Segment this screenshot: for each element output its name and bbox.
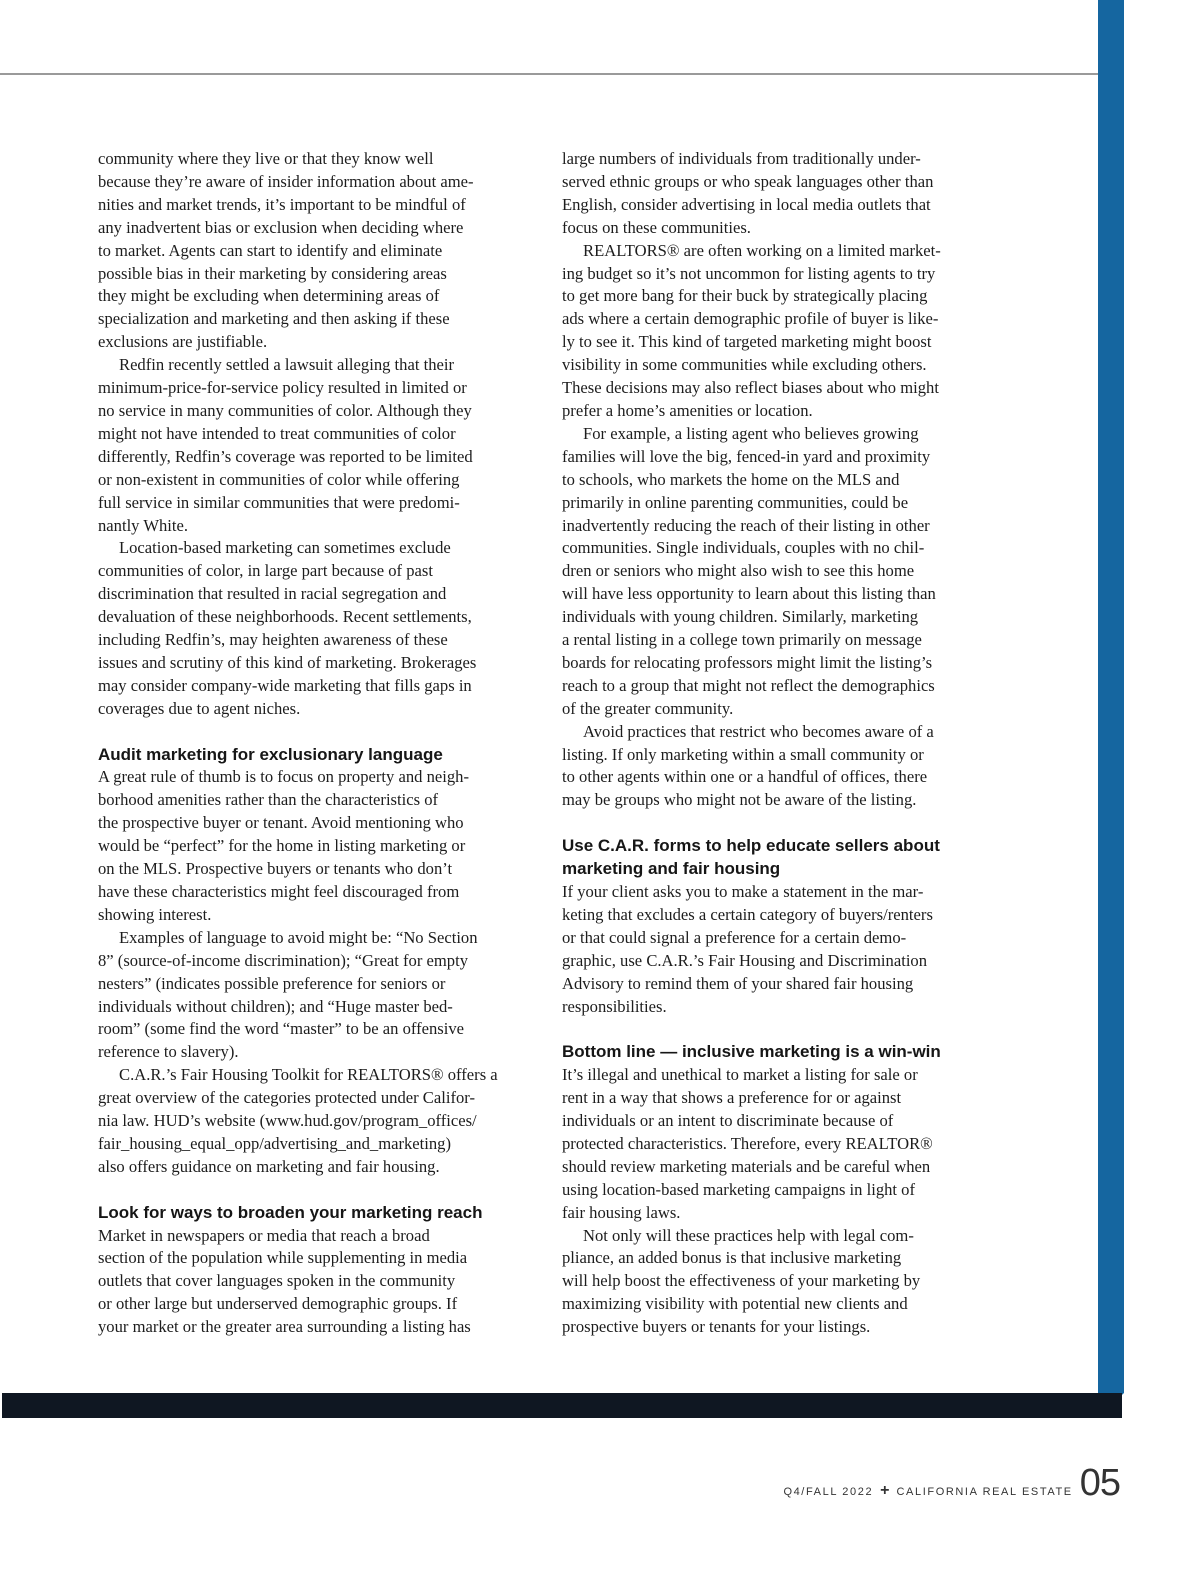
paragraph: community where they live or that they know well because they’re aware of insider information about ame- nities and market trends, it’s important to be mindful of any inadvertent bias or exclusion when deciding where to market. Agents can start to identify and eliminate possible bias in their marketing by considering areas they might be excluding when determining areas of specialization and marketing and then asking if these exclusions are justifiable. bbox=[98, 149, 474, 352]
paragraph: large numbers of individuals from traditionally under- served ethnic groups or who speak languages other than English, consider advertising in local media outlets that focus on these communities. bbox=[562, 149, 934, 237]
section-heading: Look for ways to broaden your marketing reach bbox=[98, 1202, 483, 1222]
paragraph: For example, a listing agent who believes growing families will love the big, fenced-in yard and proximity to schools, who markets the home on the MLS and primarily in online parenting communities, could be inadvertently reducing the reach of their listing in other communities. Single individuals, couples with no chil- dren or seniors who might also wish to see this home will have less opportunity to learn about this listing than individuals with young children. Similarly, marketing a rental listing in a college town primarily on message boards for relocating professors might limit the listing’s reach to a group that might not reflect the demographics of the greater community. bbox=[562, 423, 936, 718]
paragraph: Redfin recently settled a lawsuit alleging that their minimum-price-for-service policy resulted in limited or no service in many communities of color. Although they might not have intended to treat communities of color differently, Redfin’s coverage was reported to be limited or non-existent in communities of color while offering full service in similar communities that were predomi- nantly White. bbox=[98, 355, 473, 535]
paragraph: It’s illegal and unethical to market a listing for sale or rent in a way that shows a preference for or against individuals or an intent to discriminate because of protected characteristics. Therefore, every REALTOR® should review marketing materials and be careful when using location-based marketing campaigns in light of fair housing laws. bbox=[562, 1065, 933, 1222]
plus-separator: + bbox=[880, 1482, 890, 1499]
paragraph: Not only will these practices help with legal com- pliance, an added bonus is that inclusive marketing will help boost the effectiveness of your marketing by maximizing visibility with potential new clients and prospective buyers or tenants for your listings. bbox=[562, 1225, 921, 1337]
paragraph: Market in newspapers or media that reach a broad section of the population while supplementing in media outlets that cover languages spoken in the community or other large but underserved demographic groups. If your market or the greater area surrounding a listing has bbox=[98, 1225, 471, 1337]
section-heading: Audit marketing for exclusionary language bbox=[98, 744, 443, 764]
paragraph: Location-based marketing can sometimes exclude communities of color, in large part because of past discrimination that resulted in racial segregation and devaluation of these neighborhoods. Recent settlements, including Redfin’s, may heighten awareness of these issues and scrutiny of this kind of marketing. Brokerages may consider company-wide marketing that fills gaps in coverages due to agent niches. bbox=[98, 538, 477, 718]
top-rule bbox=[0, 73, 1100, 75]
section-heading: Use C.A.R. forms to help educate sellers about marketing and fair housing bbox=[562, 836, 940, 879]
side-accent-stripe bbox=[1098, 0, 1124, 1418]
paragraph: A great rule of thumb is to focus on property and neigh- borhood amenities rather than the characteristics of the prospective buyer or tenant. Avoid mentioning who would be “perfect” for the home in listing marketing or on the MLS. Prospective buyers or tenants who don’t have these characteristics might feel discouraged from showing interest. bbox=[98, 767, 469, 924]
right-column bbox=[562, 148, 988, 1339]
page-footer bbox=[783, 1462, 1120, 1505]
left-column bbox=[98, 148, 524, 1339]
paragraph: C.A.R.’s Fair Housing Toolkit for REALTORS® offers a great overview of the categories protected under Califor- nia law. HUD’s website (www.hud.gov/program_offices/ fair_housing_equal_opp/advertising_and_marketing) also offers guidance on marketing and fair housing. bbox=[98, 1065, 498, 1176]
paragraph: If your client asks you to make a statement in the mar- keting that excludes a certain category of buyers/renters or that could signal a preference for a certain demo- graphic, use C.A.R.’s Fair Housing and Discrimination Advisory to remind them of your shared fair housing responsibilities. bbox=[562, 881, 933, 1016]
issue-label: Q4/FALL 2022 bbox=[783, 1486, 874, 1498]
publication-name: CALIFORNIA REAL ESTATE bbox=[896, 1486, 1073, 1498]
section-heading: Bottom line — inclusive marketing is a win-win bbox=[562, 1042, 941, 1062]
paragraph: REALTORS® are often working on a limited market- ing budget so it’s not uncommon for listing agents to try to get more bang for their buck by strategically placing ads where a certain demographic profile of buyer is like- ly to see it. This kind of targeted marketing might boost visibility in some communities while excluding others. These decisions may also reflect biases about who might prefer a home’s amenities or location. bbox=[562, 240, 941, 420]
paragraph: Avoid practices that restrict who becomes aware of a listing. If only marketing within a small community or to other agents within one or a handful of offices, there may be groups who might not be aware of the listing. bbox=[562, 721, 934, 810]
bottom-bar bbox=[2, 1393, 1122, 1418]
page-number: 05 bbox=[1079, 1462, 1120, 1504]
paragraph: Examples of language to avoid might be: “No Section 8” (source-of-income discrimination); “Great for empty nesters” (indicates possible preference for seniors or individuals without children); and “Huge master bed- room” (some find the word “master” to be an offensive reference to slavery). bbox=[98, 927, 478, 1062]
